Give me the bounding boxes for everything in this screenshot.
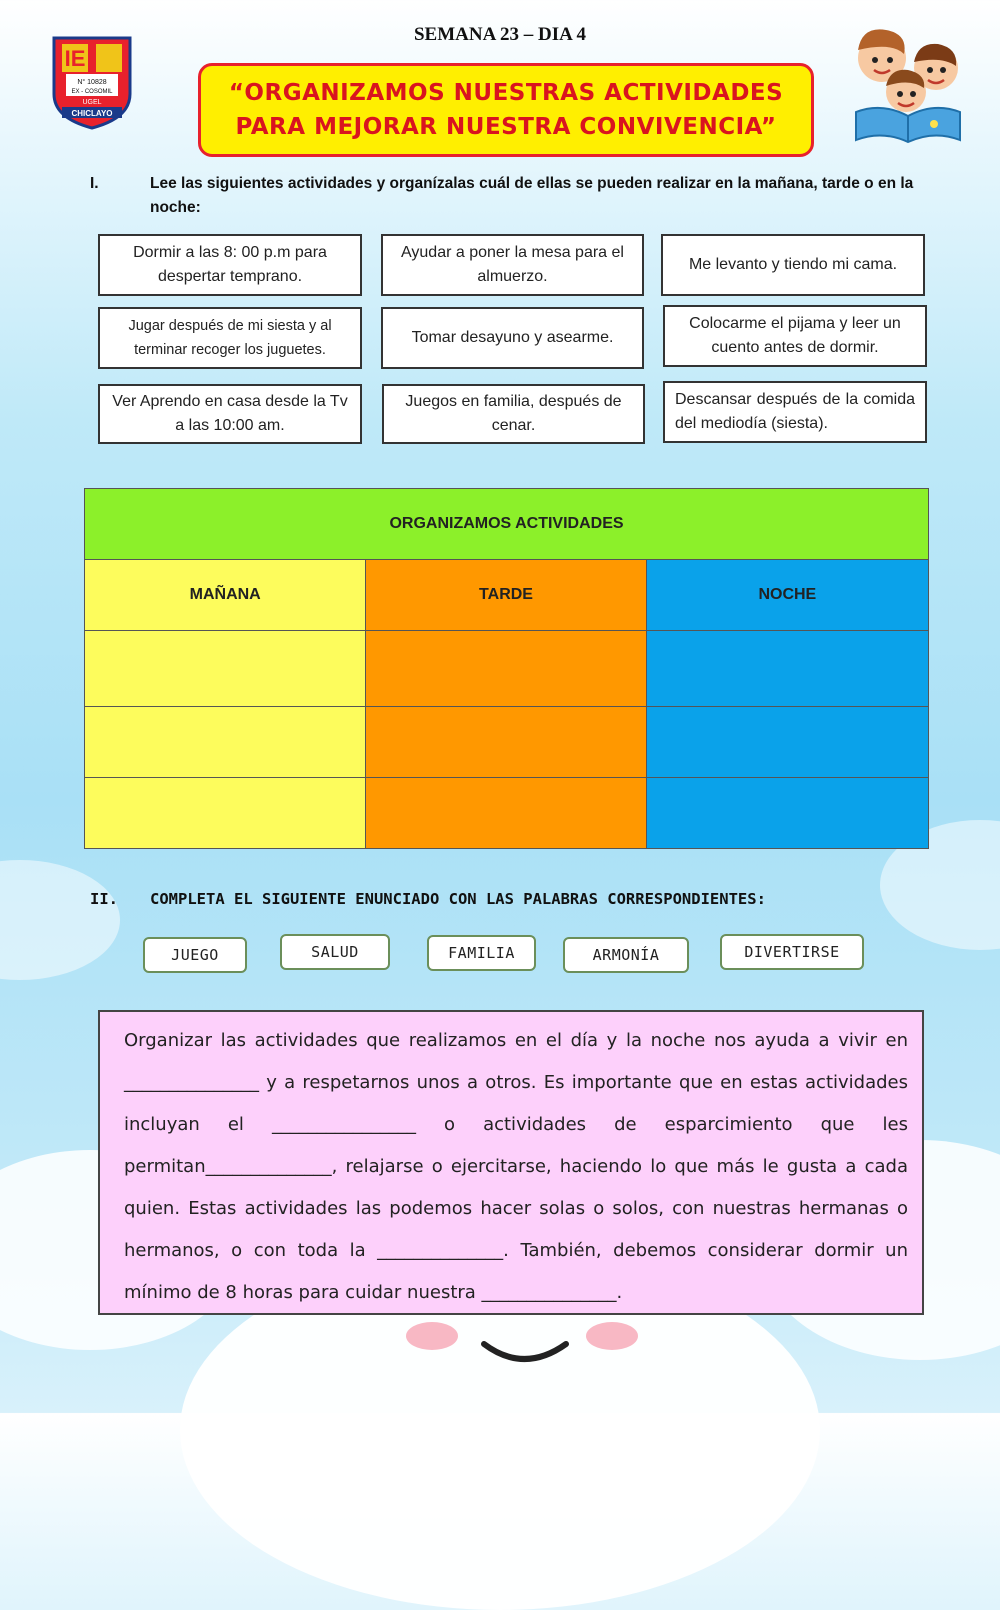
fill-in-paragraph[interactable]: Organizar las actividades que realizamos en el día y la noche nos ayuda a vivir en _______________ y a respetarnos unos a otros. Es importante que en estas actividades incluyan el ________________ o actividades de esparcimiento que les permitan______________, relajarse o ejercitarse, haciendo lo que más le gusta a cada quien. Estas actividades las podemos hacer solas o solos, con nuestras hermanas o hermanos, o con toda la ______________. También, debemos considerar dormir un mínimo de 8 horas para cuidar nuestra _______________. — [98, 1010, 924, 1315]
week-label: SEMANA 23 – DIA 4 — [413, 24, 587, 45]
column-night: NOCHE — [646, 560, 928, 631]
school-logo — [48, 34, 136, 130]
activity-card[interactable]: Descansar después de la comida del mediodía (siesta). — [663, 381, 927, 443]
background-cloud — [0, 860, 120, 980]
drop-cell-night[interactable] — [646, 707, 928, 778]
section-1-text: Lee las siguientes actividades y organízalas cuál de ellas se pueden realizar en la mañana, tarde o en la noche: — [150, 175, 914, 216]
word-chip[interactable]: FAMILIA — [427, 935, 536, 971]
logo-city: CHICLAYO — [71, 109, 113, 118]
logo-sub: EX - COSOMIL — [71, 89, 113, 95]
word-chip[interactable]: ARMONÍA — [563, 937, 689, 973]
title-line-2: PARA MEJORAR NUESTRA CONVIVENCIA” — [235, 114, 777, 140]
drop-cell-afternoon[interactable] — [366, 631, 646, 707]
table-title: ORGANIZAMOS ACTIVIDADES — [85, 489, 929, 560]
title-line-1: “ORGANIZAMOS NUESTRAS ACTIVIDADES — [228, 80, 784, 106]
drop-cell-afternoon[interactable] — [366, 707, 646, 778]
cloud-face-icon — [0, 1300, 1000, 1413]
word-chip[interactable]: DIVERTIRSE — [720, 934, 864, 970]
logo-number: N° 10828 — [77, 79, 107, 86]
activity-card[interactable]: Dormir a las 8: 00 p.m para despertar temprano. — [98, 234, 362, 296]
kids-reading-icon — [848, 20, 968, 144]
word-chip[interactable]: JUEGO — [143, 937, 247, 973]
activity-card[interactable]: Juegos en familia, después de cenar. — [382, 384, 645, 444]
section-2-text: COMPLETA EL SIGUIENTE ENUNCIADO CON LAS PALABRAS CORRESPONDIENTES: — [150, 890, 766, 908]
drop-cell-afternoon[interactable] — [366, 778, 646, 849]
column-morning: MAÑANA — [85, 560, 366, 631]
activity-card[interactable]: Jugar después de mi siesta y al terminar recoger los juguetes. — [98, 307, 362, 369]
drop-cell-morning[interactable] — [85, 707, 366, 778]
section-1-number: I. — [90, 175, 99, 192]
column-afternoon: TARDE — [366, 560, 646, 631]
drop-cell-night[interactable] — [646, 631, 928, 707]
logo-ugel: UGEL — [82, 99, 102, 106]
drop-cell-night[interactable] — [646, 778, 928, 849]
activity-card[interactable]: Ver Aprendo en casa desde la Tv a las 10:00 am. — [98, 384, 362, 444]
worksheet-title — [198, 63, 814, 157]
drop-cell-morning[interactable] — [85, 631, 366, 707]
word-chip[interactable]: SALUD — [280, 934, 390, 970]
activity-card[interactable]: Ayudar a poner la mesa para el almuerzo. — [381, 234, 644, 296]
section-2-number: II. — [90, 890, 118, 908]
drop-cell-morning[interactable] — [85, 778, 366, 849]
activity-card[interactable]: Colocarme el pijama y leer un cuento antes de dormir. — [663, 305, 927, 367]
logo-letter-i: IE — [64, 46, 86, 71]
activity-card[interactable]: Tomar desayuno y asearme. — [381, 307, 644, 369]
activity-card[interactable]: Me levanto y tiendo mi cama. — [661, 234, 925, 296]
activities-table — [84, 488, 929, 849]
